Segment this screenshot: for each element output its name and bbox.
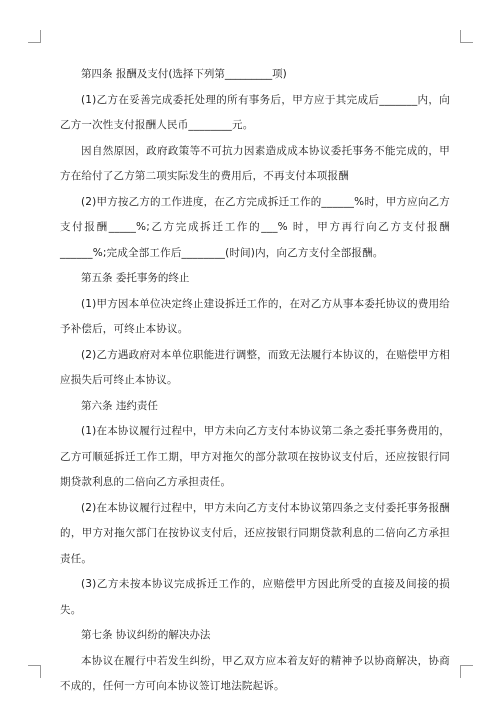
section-heading-article-6: 第六条 违约责任	[81, 399, 158, 412]
paragraph: 因自然原因，政府政策等不可抗力因素造成成本协议委托事务不能完成的，甲方在给付了乙方第二项实际发生的费用后，不再支付本项报酬	[60, 144, 450, 182]
document-page	[60, 62, 450, 700]
paragraph: (1)在本协议履行过程中，甲方未向乙方支付本协议第二条之委托事务费用的，乙方可顺延拆迁工作工期，甲方对拖欠的部分款项在按协议支付后，还应按银行同期贷款利息的二倍向乙方承担责任。	[60, 425, 450, 488]
paragraph: (2)甲方按乙方的工作进度，在乙方完成拆迁工作的______%时，甲方应向乙方支付报酬_____%;乙方完成拆迁工作的___% 时，甲方再行向乙方支付报酬______%;完成全部工作后________(时间)内，向乙方支付全部报酬。	[60, 195, 450, 259]
crop-mark-bottom-right	[460, 665, 473, 678]
paragraph: (2)在本协议履行过程中，甲方未向乙方支付本协议第四条之支付委托事务报酬的，甲方对拖欠部门在按协议支付后，还应按银行同期贷款利息的二倍向乙方承担责任。	[60, 501, 450, 565]
crop-mark-top-left	[28, 30, 41, 43]
section-heading-article-4: 第四条 报酬及支付(选择下列第_________项)	[81, 68, 287, 80]
section-heading-article-7: 第七条 协议纠纷的解决办法	[81, 629, 211, 641]
paragraph: (1)乙方在妥善完成委托处理的所有事务后，甲方应于其完成后_______内，向乙方一次性支付报酬人民币________元。	[60, 93, 450, 131]
paragraph: (1)甲方因本单位决定终止建设拆迁工作的，在对乙方从事本委托协议的费用给予补偿后，可终止本协议。	[60, 297, 450, 335]
paragraph: 本协议在履行中若发生纠纷，甲乙双方应本着友好的精神予以协商解决，协商不成的，任何一方可向本协议签订地法院起诉。	[60, 654, 450, 692]
paragraph: (2)乙方遇政府对本单位职能进行调整，而致无法履行本协议的，在赔偿甲方相应损失后可终止本协议。	[60, 348, 450, 386]
paragraph: (3)乙方未按本协议完成拆迁工作的，应赔偿甲方因此所受的直接及间接的损失。	[60, 578, 450, 616]
crop-mark-bottom-left	[28, 665, 41, 678]
section-heading-article-5: 第五条 委托事务的终止	[81, 272, 190, 284]
crop-mark-top-right	[460, 30, 473, 43]
